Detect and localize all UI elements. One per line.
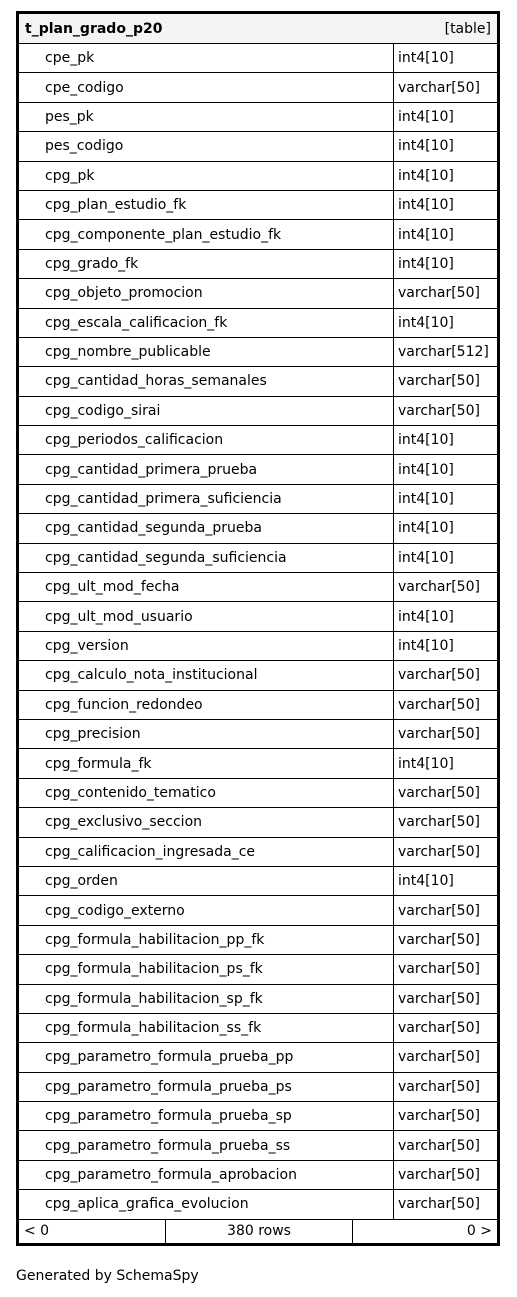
children-count: 0 > (466, 1223, 492, 1240)
column-row (19, 1102, 497, 1131)
column-type: varchar[50] (398, 667, 480, 684)
column-type: varchar[50] (398, 990, 480, 1007)
column-name: cpe_pk (19, 44, 394, 72)
table-name: t_plan_grado_p20 (25, 20, 163, 37)
column-row (19, 73, 497, 102)
column-name: pes_codigo (19, 132, 394, 160)
column-type: int4[10] (398, 491, 454, 508)
column-name: cpg_formula_habilitacion_sp_fk (19, 985, 394, 1013)
column-type: varchar[50] (398, 1078, 480, 1095)
column-type: varchar[50] (398, 902, 480, 919)
column-row (19, 1014, 497, 1043)
column-type: varchar[50] (398, 1137, 480, 1154)
column-type: int4[10] (398, 432, 454, 449)
column-row (19, 720, 497, 749)
column-row (19, 749, 497, 778)
column-row (19, 250, 497, 279)
column-row (19, 808, 497, 837)
column-type: int4[10] (398, 167, 454, 184)
column-row (19, 44, 497, 73)
table-header (19, 14, 497, 44)
column-name: cpe_codigo (19, 73, 394, 101)
column-type: int4[10] (398, 255, 454, 272)
column-name: cpg_pk (19, 162, 394, 190)
column-name: cpg_parametro_formula_prueba_ps (19, 1073, 394, 1101)
column-name: cpg_formula_habilitacion_pp_fk (19, 926, 394, 954)
column-row (19, 220, 497, 249)
column-name: cpg_calificacion_ingresada_ce (19, 838, 394, 866)
column-type: int4[10] (398, 197, 454, 214)
column-type: varchar[50] (398, 726, 480, 743)
column-type: int4[10] (398, 549, 454, 566)
column-name: cpg_parametro_formula_prueba_pp (19, 1043, 394, 1071)
column-row (19, 338, 497, 367)
column-name: cpg_parametro_formula_aprobacion (19, 1161, 394, 1189)
column-row (19, 485, 497, 514)
column-name: cpg_codigo_externo (19, 896, 394, 924)
column-row (19, 691, 497, 720)
column-name: cpg_formula_fk (19, 749, 394, 777)
column-type: int4[10] (398, 50, 454, 67)
table-kind-label: [table] (444, 20, 491, 37)
column-type: varchar[50] (398, 784, 480, 801)
column-row (19, 397, 497, 426)
column-type: int4[10] (398, 314, 454, 331)
column-row (19, 544, 497, 573)
column-row (19, 632, 497, 661)
column-name: cpg_cantidad_segunda_prueba (19, 514, 394, 542)
column-name: cpg_calculo_nota_institucional (19, 661, 394, 689)
column-row (19, 1190, 497, 1219)
column-type: varchar[50] (398, 79, 480, 96)
column-name: cpg_precision (19, 720, 394, 748)
column-row (19, 309, 497, 338)
column-name: cpg_cantidad_primera_prueba (19, 455, 394, 483)
table-footer (19, 1220, 497, 1243)
column-name: cpg_formula_habilitacion_ss_fk (19, 1014, 394, 1042)
column-type: int4[10] (398, 873, 454, 890)
column-type: varchar[50] (398, 961, 480, 978)
column-row (19, 779, 497, 808)
column-name: cpg_componente_plan_estudio_fk (19, 220, 394, 248)
column-row (19, 279, 497, 308)
column-name: cpg_aplica_grafica_evolucion (19, 1190, 394, 1218)
column-name: cpg_plan_estudio_fk (19, 191, 394, 219)
column-row (19, 367, 497, 396)
column-name: cpg_version (19, 632, 394, 660)
column-name: cpg_contenido_tematico (19, 779, 394, 807)
column-row (19, 926, 497, 955)
column-row (19, 867, 497, 896)
column-name: cpg_cantidad_segunda_suficiencia (19, 544, 394, 572)
column-name: cpg_ult_mod_fecha (19, 573, 394, 601)
column-type: int4[10] (398, 461, 454, 478)
column-row (19, 162, 497, 191)
column-type: int4[10] (398, 520, 454, 537)
column-type: int4[10] (398, 608, 454, 625)
column-row (19, 455, 497, 484)
column-row (19, 514, 497, 543)
column-row (19, 661, 497, 690)
column-type: int4[10] (398, 638, 454, 654)
column-type: varchar[50] (398, 1020, 480, 1037)
column-type: int4[10] (398, 108, 454, 125)
column-name: cpg_funcion_redondeo (19, 691, 394, 719)
column-name: cpg_objeto_promocion (19, 279, 394, 307)
column-row (19, 896, 497, 925)
column-name: cpg_cantidad_horas_semanales (19, 367, 394, 395)
column-row (19, 426, 497, 455)
column-row (19, 573, 497, 602)
column-row (19, 1161, 497, 1190)
column-type: varchar[50] (398, 1196, 480, 1213)
column-list (19, 44, 497, 1220)
column-type: varchar[50] (398, 1108, 480, 1125)
column-name: cpg_nombre_publicable (19, 338, 394, 366)
column-name: pes_pk (19, 103, 394, 131)
column-name: cpg_orden (19, 867, 394, 895)
column-name: cpg_ult_mod_usuario (19, 602, 394, 630)
column-type: varchar[50] (398, 579, 480, 596)
column-row (19, 838, 497, 867)
column-row (19, 955, 497, 984)
column-row (19, 1073, 497, 1102)
parents-count: < 0 (19, 1220, 166, 1243)
column-name: cpg_exclusivo_seccion (19, 808, 394, 836)
column-row (19, 602, 497, 631)
column-type: varchar[50] (398, 931, 480, 948)
column-type: varchar[50] (398, 373, 480, 390)
column-row (19, 103, 497, 132)
column-name: cpg_periodos_calificacion (19, 426, 394, 454)
column-type: int4[10] (398, 226, 454, 243)
column-type: int4[10] (398, 138, 454, 155)
column-name: cpg_parametro_formula_prueba_sp (19, 1102, 394, 1130)
column-row (19, 1043, 497, 1072)
column-row (19, 191, 497, 220)
row-count: 380 rows (166, 1220, 353, 1243)
column-row (19, 1131, 497, 1160)
column-name: cpg_grado_fk (19, 250, 394, 278)
column-name: cpg_codigo_sirai (19, 397, 394, 425)
column-type: varchar[50] (398, 285, 480, 302)
column-type: varchar[50] (398, 696, 480, 713)
column-type: varchar[50] (398, 402, 480, 419)
column-name: cpg_escala_calificacion_fk (19, 309, 394, 337)
table-node (16, 11, 500, 1246)
generated-by-note: Generated by SchemaSpy (16, 1268, 199, 1284)
column-type: int4[10] (398, 755, 454, 772)
column-type: varchar[512] (398, 344, 489, 361)
column-name: cpg_formula_habilitacion_ps_fk (19, 955, 394, 983)
column-type: varchar[50] (398, 814, 480, 831)
column-type: varchar[50] (398, 843, 480, 860)
column-type: varchar[50] (398, 1167, 480, 1184)
column-name: cpg_parametro_formula_prueba_ss (19, 1131, 394, 1159)
column-row (19, 985, 497, 1014)
column-name: cpg_cantidad_primera_suficiencia (19, 485, 394, 513)
column-type: varchar[50] (398, 1049, 480, 1066)
column-row (19, 132, 497, 161)
